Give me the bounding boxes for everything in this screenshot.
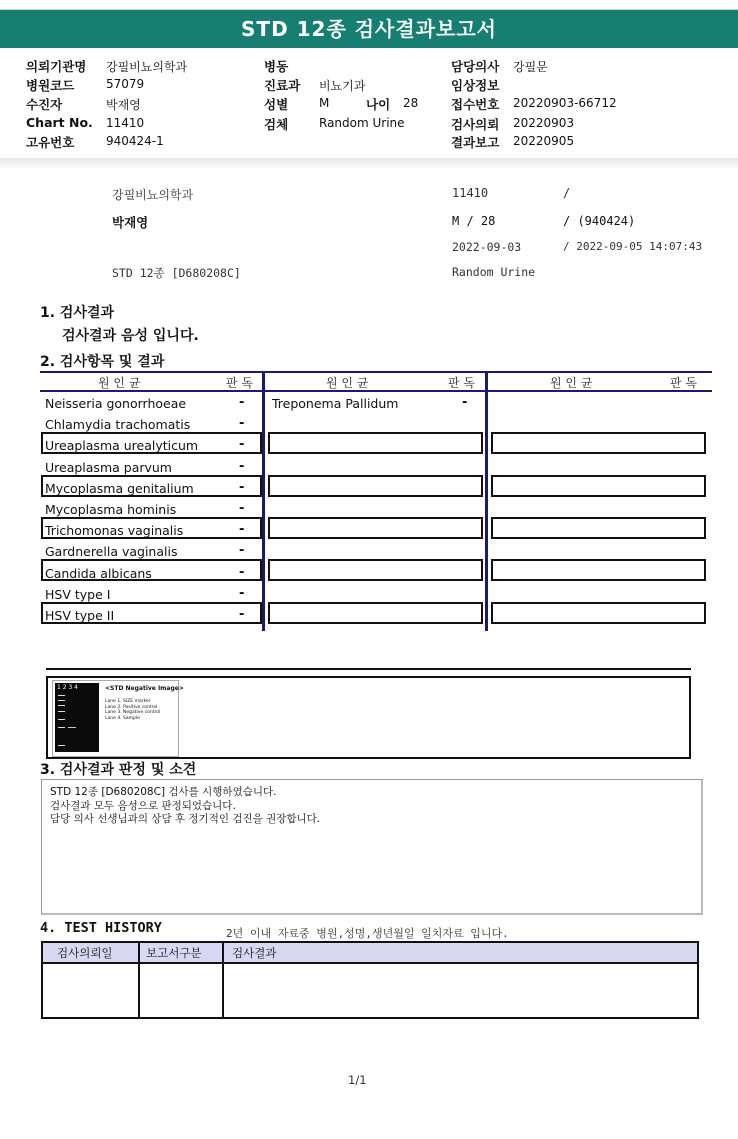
organism-name: Treponema Pallidum [272,396,399,411]
col2-name-header: 원 인 균 [326,376,369,390]
info-label: 담당의사 [451,59,500,74]
top-border [0,0,738,10]
info-value: 박재영 [106,98,141,112]
organism-name: Gardnerella vaginalis [45,544,178,560]
page-number: 1/1 [348,1073,367,1087]
organism-name: HSV type I [45,586,111,602]
gel-legend-line: Lane 1. SIZE marker [105,699,151,704]
info-value: 20220903-66712 [513,96,617,110]
organism-name: Neisseria gonorrhoeae [45,396,187,411]
info-label: 병원코드 [26,78,75,93]
col1-name-header: 원 인 균 [98,376,141,390]
info-label: 성별 [264,97,289,112]
table-head-rule [40,390,712,392]
info-value: 940424-1 [106,134,164,148]
empty-row-box [268,559,483,581]
info-value: M [319,96,330,110]
info-label: 검체 [264,117,289,132]
col2-result-header: 판 독 [448,376,475,390]
history-col-result: 검사결과 [232,946,277,960]
gel-legend-line: Lane 3. Negative control [105,710,161,715]
info-label: 결과보고 [451,135,500,150]
organism-name: Mycoplasma genitalium [45,480,194,496]
summary-report-date: / 2022-09-05 14:07:43 [563,240,703,253]
organism-result: - [239,458,245,474]
organism-name: Mycoplasma hominis [45,502,177,517]
empty-row-box [491,432,706,454]
table-top-rule [40,371,712,373]
history-col-type: 보고서구분 [146,946,202,960]
column-divider [262,373,265,631]
empty-row-box [268,475,483,497]
summary-chart: 11410 [452,186,489,200]
gel-title: <STD Negative Image> [105,685,184,692]
empty-row-box [491,602,706,624]
organism-result: - [239,501,245,516]
info-value: 강필문 [513,60,548,74]
info-label: 병동 [264,59,289,74]
organism-result: - [239,543,245,559]
empty-row-box [268,517,483,539]
opinion-text [50,786,320,827]
organism-name: Candida albicans [45,565,152,581]
empty-row-box [491,517,706,539]
organism-name: HSV type II [45,608,115,623]
col3-name-header: 원 인 균 [550,376,593,390]
organism-name: Chlamydia trachomatis [45,417,191,433]
history-col-date: 검사의뢰일 [57,946,113,960]
summary-clinic: 강필비뇨의학과 [112,188,194,202]
gel-legend [105,699,160,721]
gel-section-rule [46,668,691,670]
column-divider [485,373,488,631]
info-value: 11410 [106,116,145,130]
report-title: STD 12종 검사결과보고서 [0,10,738,48]
summary-slash: / [563,186,571,200]
summary-birth: / (940424) [563,214,636,228]
empty-row-box [268,432,483,454]
history-note: 2년 이내 자료중 병원,성명,생년월일 일치자료 입니다. [226,927,509,940]
opinion-line: 담당 의사 선생님과의 상담 후 정기적인 검진을 권장합니다. [50,813,321,825]
organism-result: - [239,607,245,622]
info-value: 20220905 [513,134,575,148]
info-value: 20220903 [513,116,575,130]
section1-result: 검사결과 음성 입니다. [62,328,199,344]
history-table [41,941,699,1019]
section1-title: 1. 검사결과 [40,305,115,321]
organism-result: - [239,564,245,580]
summary-specimen: Random Urine [452,265,536,279]
organism-result: - [239,585,245,601]
info-value: 57079 [106,77,145,91]
gel-lane-numbers: 1 2 3 4 [57,684,78,691]
col1-result-header: 판 독 [226,376,253,390]
gel-legend-line: Lane 4. Sample [105,715,140,721]
organism-name: Ureaplasma parvum [45,459,172,475]
organism-name: Ureaplasma urealyticum [45,438,199,454]
info-label: 진료과 [264,78,301,93]
gel-legend-line: Lane 2. Positive control [105,704,158,710]
organism-result: - [239,395,245,410]
organism-result: - [239,437,245,453]
info-value: 강필비뇨의학과 [106,60,188,74]
history-header-row [43,943,697,964]
info-label: 수진자 [26,97,63,112]
organism-result: - [462,395,468,410]
organism-result: - [239,416,245,432]
summary-patient: 박재영 [112,215,149,230]
header-separator [0,158,738,170]
gel-lanes-image [55,683,99,752]
section2-title: 2. 검사항목 및 결과 [40,354,165,370]
section4-title: 4. TEST HISTORY [40,920,162,936]
organism-result: - [239,522,245,538]
info-label: 고유번호 [26,135,75,150]
info-label: 임상정보 [451,78,500,93]
info-label: 의뢰기관명 [26,59,87,74]
summary-receipt-date: 2022-09-03 [452,240,522,254]
summary-test-code: STD 12종 [D680208C] [112,266,241,280]
info-value: 비뇨기과 [319,79,366,93]
empty-row-box [268,602,483,624]
empty-row-box [491,559,706,581]
opinion-line: 검사결과 모두 음성으로 판정되었습니다. [50,799,236,812]
opinion-line: STD 12종 [D680208C] 검사를 시행하였습니다. [50,786,277,798]
age-label: 나이 [366,97,391,112]
info-label: Chart No. [26,115,93,130]
info-label: 접수번호 [451,97,500,112]
info-label: 검사의뢰 [451,117,500,132]
info-value: Random Urine [319,116,405,130]
section3-title: 3. 검사결과 판정 및 소견 [40,762,197,778]
organism-name: Trichomonas vaginalis [45,523,184,539]
organism-result: - [239,479,245,495]
col3-result-header: 판 독 [670,376,697,390]
summary-sex-age: M / 28 [452,214,496,228]
gel-image [52,680,184,757]
empty-row-box [491,475,706,497]
age-value: 28 [403,96,419,110]
